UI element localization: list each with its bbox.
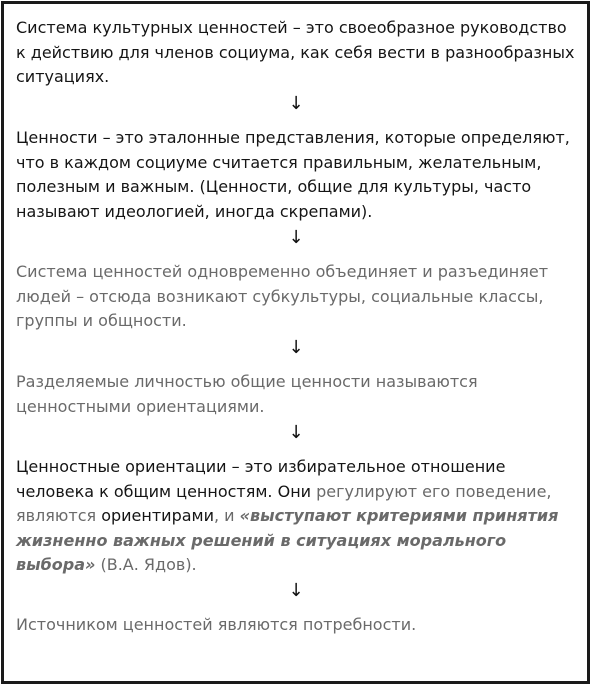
orientations-regulate-text: регулируют его поведение, являются [16, 481, 552, 525]
flow-content [16, 16, 576, 638]
block-values-unite-divide: Система ценностей одновременно объединяет и разъединяет людей – отсюда возникают субкультуры, социальные классы, группы и общности. [16, 262, 549, 330]
block-value-orientations: Разделяемые личностью общие ценности называются ценностными ориентациями. [16, 372, 478, 416]
down-arrow-icon: ↓ [288, 422, 304, 443]
down-arrow-icon: ↓ [288, 227, 304, 248]
orientations-guides-text: ориентирами [101, 506, 214, 525]
down-arrow-icon: ↓ [288, 93, 304, 114]
block-orientations-definition [16, 455, 576, 577]
block-needs-source: Источником ценностей являются потребности. [16, 615, 417, 634]
block-value-system: Система культурных ценностей – это своеобразное руководство к действию для членов социума, как себя вести в разнообразных ситуациях. [16, 18, 575, 86]
down-arrow-icon: ↓ [288, 337, 304, 358]
yadov-quote: «выступают критериями принятия жизненно важных решений в ситуациях морального выбора» [16, 506, 559, 574]
orientations-definition-text: Ценностные ориентации – это избирательное отношение человека к общим ценностям. Они [16, 457, 506, 501]
quote-source: (В.А. Ядов). [95, 555, 197, 574]
block-values-definition: Ценности – это эталонные представления, которые определяют, что в каждом социуме считается правильным, желательным, полезным и важным. (Ценности, общие для культуры, часто называют идеологией, иногда скрепами). [16, 128, 570, 221]
down-arrow-icon: ↓ [288, 580, 304, 601]
orientations-and-text: , и [214, 506, 240, 525]
